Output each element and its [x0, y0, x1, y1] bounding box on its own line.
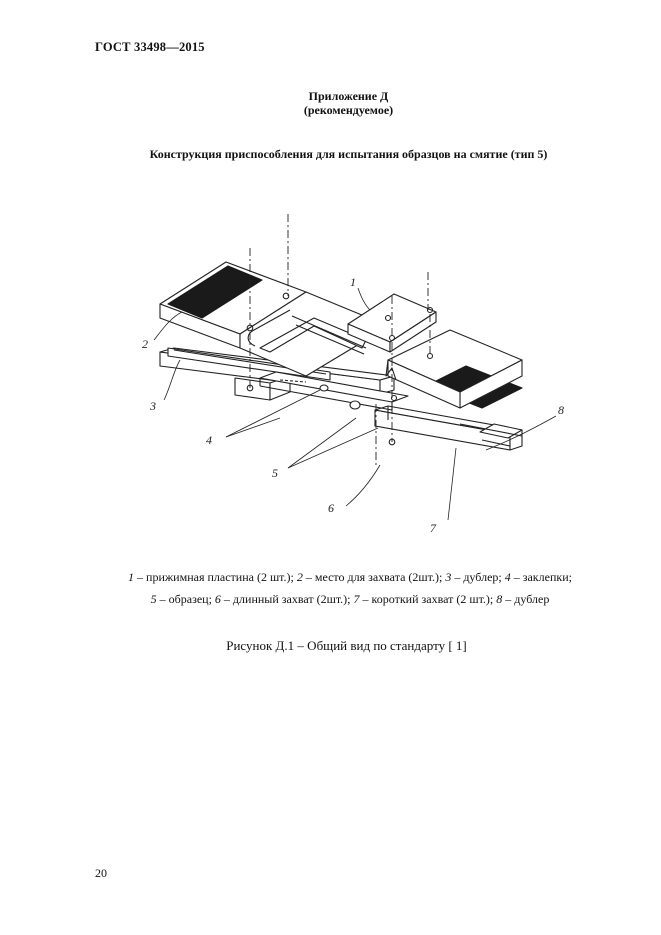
legend-line-2 — [90, 588, 610, 610]
legend-num: 1 — [128, 570, 135, 584]
annex-title: Приложение Д — [308, 89, 389, 103]
legend-text: – заклепки; — [510, 570, 572, 584]
legend-num: 4 — [504, 570, 511, 584]
label-1: 1 — [350, 275, 356, 289]
label-7: 7 — [430, 521, 436, 535]
legend-num: 2 — [296, 570, 303, 584]
label-5: 5 — [272, 466, 278, 480]
label-6: 6 — [328, 501, 334, 515]
legend-num: 7 — [353, 592, 360, 606]
label-4: 4 — [206, 433, 212, 447]
section-title: Конструкция приспособления для испытания образцов на смятие (тип 5) — [149, 147, 548, 161]
label-2: 2 — [142, 337, 148, 351]
figure-title: Рисунок Д.1 – Общий вид по стандарту [ 1] — [226, 638, 467, 653]
legend-text: – прижимная пластина (2 шт.); — [134, 570, 297, 584]
legend-text: – длинный захват (2шт.); — [220, 592, 354, 606]
label-8: 8 — [558, 403, 564, 417]
legend-num: 3 — [445, 570, 452, 584]
legend-line-1 — [90, 566, 610, 588]
legend-text: – дублер — [502, 592, 550, 606]
legend-text: – образец; — [156, 592, 215, 606]
document-code: ГОСТ 33498—2015 — [95, 40, 205, 54]
legend-text: – место для захвата (2шт.); — [302, 570, 446, 584]
annex-subtitle: (рекомендуемое) — [303, 103, 394, 117]
legend-num: 6 — [214, 592, 221, 606]
legend-num: 5 — [150, 592, 157, 606]
legend-text: – дублер; — [451, 570, 505, 584]
legend-num: 8 — [496, 592, 503, 606]
legend-text: – короткий захват (2 шт.); — [359, 592, 497, 606]
label-3: 3 — [150, 399, 156, 413]
fixture-drawing — [130, 200, 590, 540]
page-number: 20 — [95, 866, 107, 880]
